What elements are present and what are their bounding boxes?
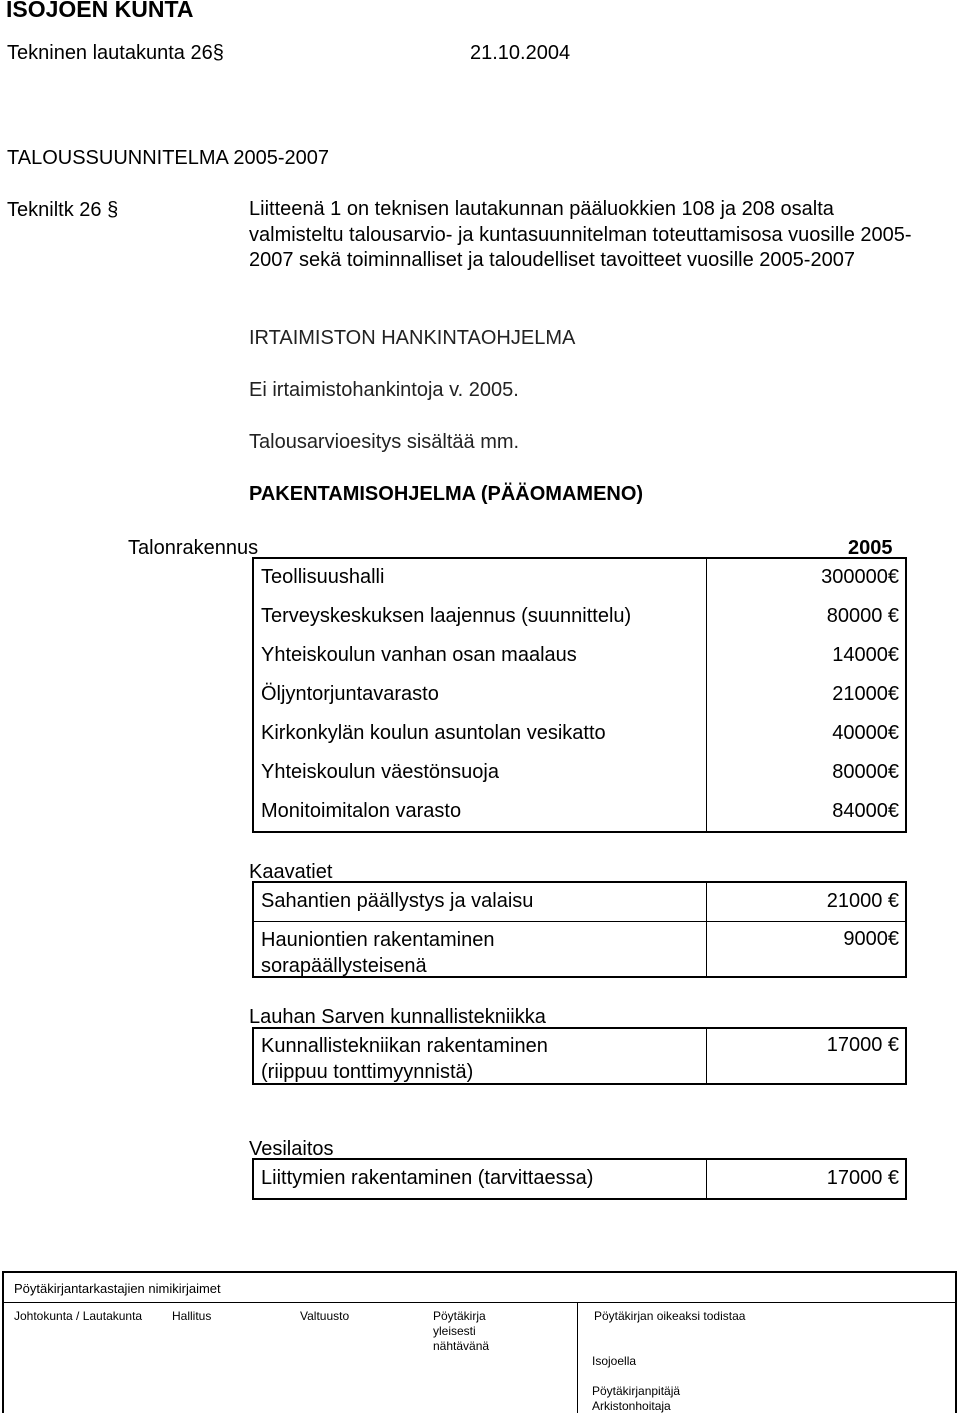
contains-text: Talousarvioesitys sisältää mm. [249,431,520,453]
row-label: Terveyskeskuksen laajennus (suunnittelu) [261,605,632,627]
table-row [254,1029,905,1085]
table-row [254,598,905,637]
row-value: 21000€ [832,683,899,705]
table-row [254,559,905,598]
row-value: 80000 € [826,605,899,627]
row-value: 17000 € [826,1167,899,1189]
row-value: 80000€ [832,761,899,783]
board-line [7,41,224,65]
footer-keeper: Pöytäkirjanpitäjä [592,1384,681,1398]
footer-archivist: Arkistonhoitaja [592,1399,671,1413]
footer-col-board: Johtokunta / Lautakunta [14,1309,143,1323]
vesilaitos-label: Vesilaitos [249,1138,334,1160]
footer-col-government: Hallitus [172,1309,212,1323]
row-value: 84000€ [832,800,899,822]
year-header: 2005 [848,537,893,559]
kaavatiet-table [252,881,907,978]
footer-column-divider [577,1302,578,1413]
meeting-date: 21.10.2004 [470,42,571,64]
footer-col-public-3: nähtävänä [433,1339,490,1353]
footer-col-council: Valtuusto [300,1309,350,1323]
vesilaitos-table [252,1158,907,1200]
irtaimisto-heading: IRTAIMISTON HANKINTAOHJELMA [249,327,576,349]
row-value: 40000€ [832,722,899,744]
item-section-mark: § [107,199,119,221]
table-row [254,1160,905,1198]
footer-divider [4,1302,955,1303]
irtaimisto-text: Ei irtaimistohankintoja v. 2005. [249,379,519,401]
table-row [254,793,905,832]
table-row [254,637,905,676]
intro-paragraph: Liitteenä 1 on teknisen lautakunnan pääluokkien 108 ja 208 osalta valmisteltu talousarvio- ja kuntasuunnitelman toteuttamisosa vuosille 2005-2007 sekä toiminnalliset ja taloudelliset tavoitteet vuosille 2005-2007 [249,198,912,271]
row-value: 9000€ [843,928,899,950]
section-mark: § [212,42,224,64]
item-reference [7,198,118,222]
table-row [254,754,905,793]
table-row [254,715,905,754]
table-row [254,921,905,978]
row-value: 17000 € [826,1034,899,1056]
pakentamis-heading: PAKENTAMISOHJELMA (PÄÄOMAMENO) [249,483,644,505]
signature-footer [2,1271,957,1413]
row-label: Liittymien rakentaminen (tarvittaessa) [261,1167,594,1189]
kaavatiet-label: Kaavatiet [249,861,333,883]
item-ref-text: Tekniltk 26 [7,199,102,221]
row-label: Monitoimitalon varasto [261,800,462,822]
checkers-label: Pöytäkirjantarkastajien nimikirjaimet [14,1281,221,1296]
footer-certify: Pöytäkirjan oikeaksi todistaa [594,1309,746,1323]
talonrakennus-label: Talonrakennus [128,537,259,559]
footer-col-public-1: Pöytäkirja [433,1309,486,1323]
talonrakennus-table [252,557,907,833]
row-label: Hauniontien rakentaminen sorapäällysteisenä [261,929,495,977]
row-value: 21000 € [826,890,899,912]
row-label: Kunnallistekniikan rakentaminen (riippuu tonttimyynnistä) [261,1035,548,1083]
row-label: Yhteiskoulun vanhan osan maalaus [261,644,577,666]
table-row [254,676,905,715]
municipality-name: ISOJOEN KUNTA [6,0,194,22]
footer-col-public-2: yleisesti [433,1324,476,1338]
row-label: Sahantien päällystys ja valaisu [261,890,534,912]
row-value: 14000€ [832,644,899,666]
row-label: Öljyntorjuntavarasto [261,683,439,705]
row-label: Yhteiskoulun väestönsuoja [261,761,499,783]
row-label: Teollisuushalli [261,566,385,588]
lauha-table [252,1027,907,1085]
main-title: TALOUSSUUNNITELMA 2005-2007 [7,147,329,169]
lauha-label: Lauhan Sarven kunnallistekniikka [249,1006,546,1028]
footer-place: Isojoella [592,1354,637,1368]
row-value: 300000€ [821,566,899,588]
board-name: Tekninen lautakunta 26 [7,42,213,64]
row-label: Kirkonkylän koulun asuntolan vesikatto [261,722,606,744]
table-row [254,883,905,921]
